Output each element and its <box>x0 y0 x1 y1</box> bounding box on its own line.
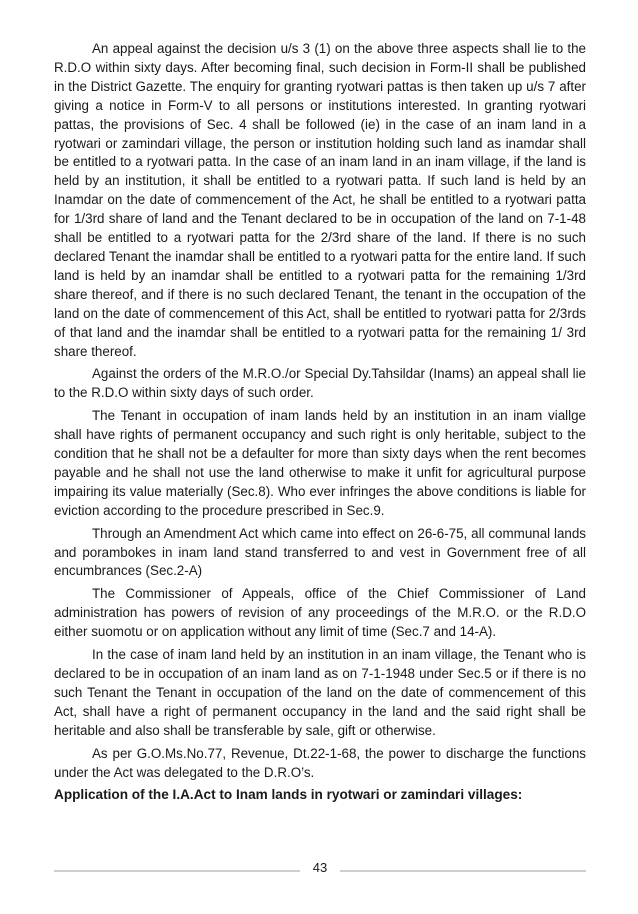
page-number: 43 <box>312 860 328 875</box>
paragraph-go-delegation: As per G.O.Ms.No.77, Revenue, Dt.22-1-68, the power to discharge the functions under the Act was delegated to the D.R.O’s. <box>54 745 586 780</box>
footer-rule-right <box>340 870 586 872</box>
page-footer <box>54 858 586 878</box>
document-body <box>54 40 586 805</box>
paragraph-tenant-occupation: The Tenant in occupation of inam lands held by an institution in an inam viallge shall have rights of permanent occupancy and such right is only heritable, subject to the condition that he shall not be a defaulter for more than sixty days when the rent becomes payable and he shall not use the land otherwise to make it unfit for agricultural purpose impairing its value materially (Sec.8). Who ever infringes the above conditions is liable for eviction according to the procedure prescribed in Sec.9. <box>54 408 586 518</box>
paragraph-commissioner-appeals: The Commissioner of Appeals, office of the Chief Commissioner of Land administration has powers of revision of any proceedings of the M.R.O. or the R.D.O either suomotu or on application without any limit of time (Sec.7 and 14-A). <box>54 586 586 640</box>
section-heading: Application of the I.A.Act to Inam lands in ryotwari or zamindari villages: <box>54 787 523 803</box>
paragraph-amendment-act: Through an Amendment Act which came into effect on 26-6-75, all communal lands and porambokes in inam land stand transferred to and vest in Government free of all encumbrances (Sec.2-A) <box>54 525 586 579</box>
paragraph-appeal-decision: An appeal against the decision u/s 3 (1) on the above three aspects shall lie to the R.D.O within sixty days. After becoming final, such decision in Form-II shall be published in the District Gazette. The enquiry for granting ryotwari pattas is then taken up u/s 7 after giving a notice in Form-V to all persons or institutions interested. In granting ryotwari pattas, the provisions of Sec. 4 shall be followed (ie) in the case of an inam land in a ryotwari or zamindari village, the person or institution holding such land as inamdar shall be entitled to a ryotwari patta. In the case of an inam land in an inam village, if the land is held by an institution, it shall be entitled to a ryotwari patta. If such land is held by an Inamdar on the date of commencement of the Act, he shall be entitled to a ryotwari patta for 1/3rd share of land and the Tenant declared to be in occupation of the land on 7-1-48 shall be entitled to a ryotwari patta for the 2/3rd share of the land. If there is no such declared Tenant the inamdar shall be entitled to a ryotwari patta for the entire land. If such land is held by an inamdar shall be entitled to a ryotwari patta for the remaining 1/3rd share thereof, and if there is no such declared Tenant, the tenant in the occupation of the land on the date of commencement of this Act, shall be entitled to ryotwari patta for 2/3rds of that land and the inamdar shall be entitled to a ryotwari patta for the remaining 1/ 3rd share thereof. <box>54 41 586 359</box>
paragraph-institution-inam-land: In the case of inam land held by an institution in an inam village, the Tenant who is declared to be in occupation of an inam land as on 7-1-1948 under Sec.5 or if there is no such Tenant the Tenant in occupation of the land on the date of commencement of this Act, shall have a right of permanent occupancy in the land and the said right shall be heritable and also shall be transferable by sale, gift or otherwise. <box>54 647 586 738</box>
paragraph-appeal-orders: Against the orders of the M.R.O./or Special Dy.Tahsildar (Inams) an appeal shall lie to the R.D.O within sixty days of such order. <box>54 366 586 401</box>
